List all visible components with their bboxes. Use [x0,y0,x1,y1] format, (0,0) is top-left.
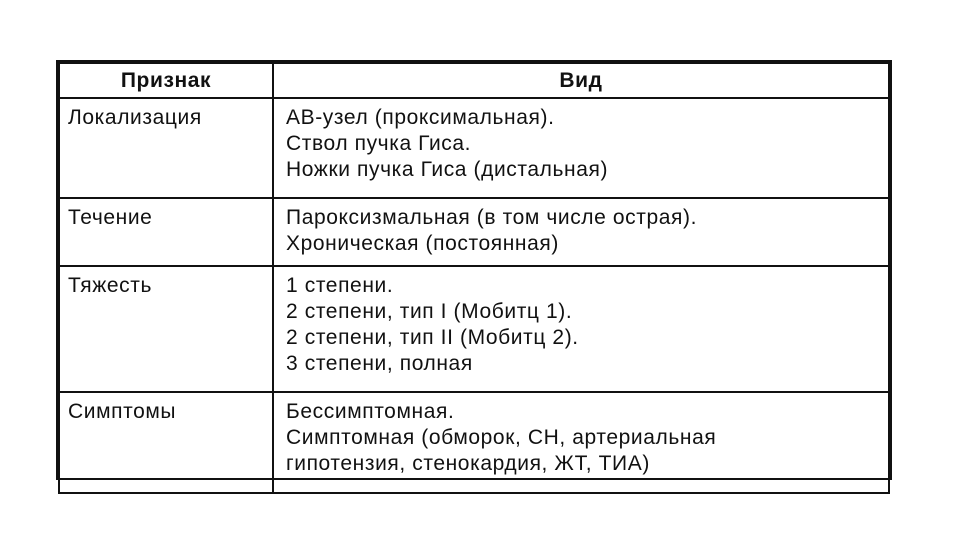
value-line: Хроническая (постоянная) [286,232,559,255]
value-line: АВ-узел (проксимальная). [286,106,555,129]
header-type: Вид [273,63,889,98]
values-cell [273,392,889,493]
value-line: Симптомная (обморок, СН, артериальная [286,426,717,449]
values-cell [273,198,889,266]
classification-table [58,62,890,494]
value-line: Ствол пучка Гиса. [286,132,472,155]
values-cell [273,98,889,198]
feature-cell: Локализация [59,98,273,198]
feature-cell: Течение [59,198,273,266]
value-line: Бессимптомная. [286,400,455,423]
table-row-course [59,198,889,266]
value-line: Пароксизмальная (в том числе острая). [286,206,698,229]
feature-cell: Тяжесть [59,266,273,392]
table-row-symptoms [59,392,889,493]
value-line: гипотензия, стенокардия, ЖТ, ТИА) [286,452,650,475]
table-header-row [59,63,889,98]
header-feature: Признак [59,63,273,98]
value-line: 2 степени, тип II (Мобитц 2). [286,326,579,349]
value-line: 3 степени, полная [286,352,473,375]
value-line: 1 степени. [286,274,394,297]
value-line: Ножки пучка Гиса (дистальная) [286,158,609,181]
classification-table-container [56,60,892,480]
feature-cell: Симптомы [59,392,273,493]
values-cell [273,266,889,392]
value-line: 2 степени, тип I (Мобитц 1). [286,300,573,323]
table-row-localization [59,98,889,198]
table-row-severity [59,266,889,392]
